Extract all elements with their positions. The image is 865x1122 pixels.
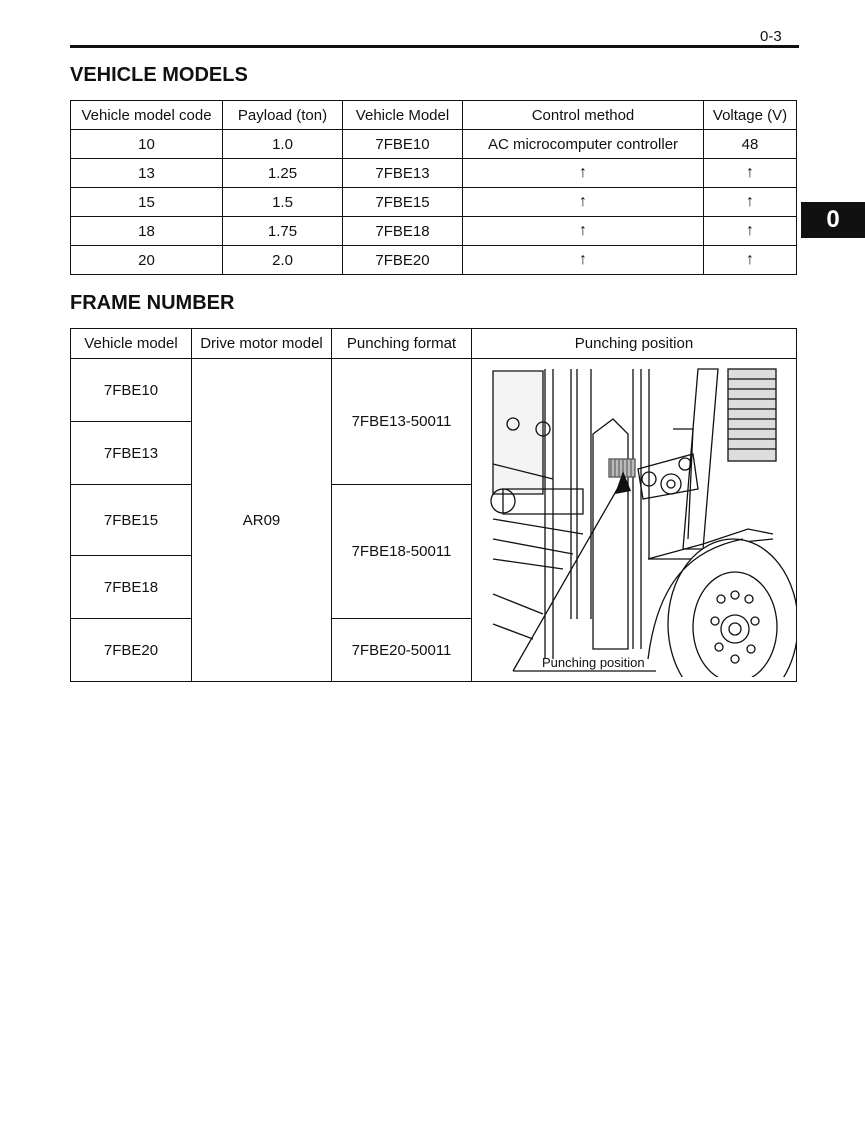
punching-format: 7FBE18-50011: [332, 485, 472, 619]
header-drive-motor-model: Drive motor model: [192, 329, 332, 359]
header-control-method: Control method: [463, 101, 704, 130]
ditto-arrow-icon: ↑: [704, 217, 797, 246]
forklift-frame-illustration: [473, 359, 796, 677]
frame-number-heading: FRAME NUMBER: [70, 292, 235, 314]
table-row: [71, 359, 797, 422]
payload: 1.5: [223, 188, 343, 217]
payload: 2.0: [223, 246, 343, 275]
vehicle-model: 7FBE18: [71, 556, 192, 619]
header-voltage: Voltage (V): [704, 101, 797, 130]
model-code: 10: [71, 130, 223, 159]
punching-format: 7FBE13-50011: [332, 359, 472, 485]
vehicle-models-table: [70, 100, 797, 275]
header-punching-format: Punching format: [332, 329, 472, 359]
punching-position-illustration: [472, 359, 797, 682]
punching-format: 7FBE20-50011: [332, 619, 472, 682]
section-tab: 0: [801, 202, 865, 238]
header-vehicle-model-code: Vehicle model code: [71, 101, 223, 130]
table-row: [71, 159, 797, 188]
voltage: 48: [704, 130, 797, 159]
page-number: 0-3: [760, 28, 782, 45]
table-header-row: [71, 101, 797, 130]
header-punching-position: Punching position: [472, 329, 797, 359]
model-code: 15: [71, 188, 223, 217]
frame-number-table: [70, 328, 797, 682]
table-header-row: [71, 329, 797, 359]
vehicle-model: 7FBE10: [71, 359, 192, 422]
vehicle-models-heading: VEHICLE MODELS: [70, 64, 248, 86]
ditto-arrow-icon: ↑: [463, 217, 704, 246]
header-vehicle-model: Vehicle Model: [343, 101, 463, 130]
table-row: [71, 188, 797, 217]
payload: 1.75: [223, 217, 343, 246]
vehicle-model: 7FBE13: [71, 422, 192, 485]
header-vehicle-model: Vehicle model: [71, 329, 192, 359]
ditto-arrow-icon: ↑: [704, 188, 797, 217]
header-rule: [70, 45, 799, 48]
model-code: 13: [71, 159, 223, 188]
vehicle-model: 7FBE10: [343, 130, 463, 159]
ditto-arrow-icon: ↑: [704, 246, 797, 275]
vehicle-model: 7FBE20: [71, 619, 192, 682]
control-method: AC microcomputer controller: [463, 130, 704, 159]
header-payload: Payload (ton): [223, 101, 343, 130]
table-row: [71, 217, 797, 246]
vehicle-model: 7FBE15: [71, 485, 192, 556]
model-code: 18: [71, 217, 223, 246]
table-row: [71, 246, 797, 275]
vehicle-model: 7FBE20: [343, 246, 463, 275]
drive-motor-model: AR09: [192, 359, 332, 682]
vehicle-model: 7FBE15: [343, 188, 463, 217]
payload: 1.25: [223, 159, 343, 188]
illustration-label: Punching position: [541, 655, 645, 670]
ditto-arrow-icon: ↑: [463, 188, 704, 217]
ditto-arrow-icon: ↑: [704, 159, 797, 188]
model-code: 20: [71, 246, 223, 275]
ditto-arrow-icon: ↑: [463, 159, 704, 188]
table-row: [71, 130, 797, 159]
vehicle-model: 7FBE13: [343, 159, 463, 188]
payload: 1.0: [223, 130, 343, 159]
vehicle-model: 7FBE18: [343, 217, 463, 246]
ditto-arrow-icon: ↑: [463, 246, 704, 275]
